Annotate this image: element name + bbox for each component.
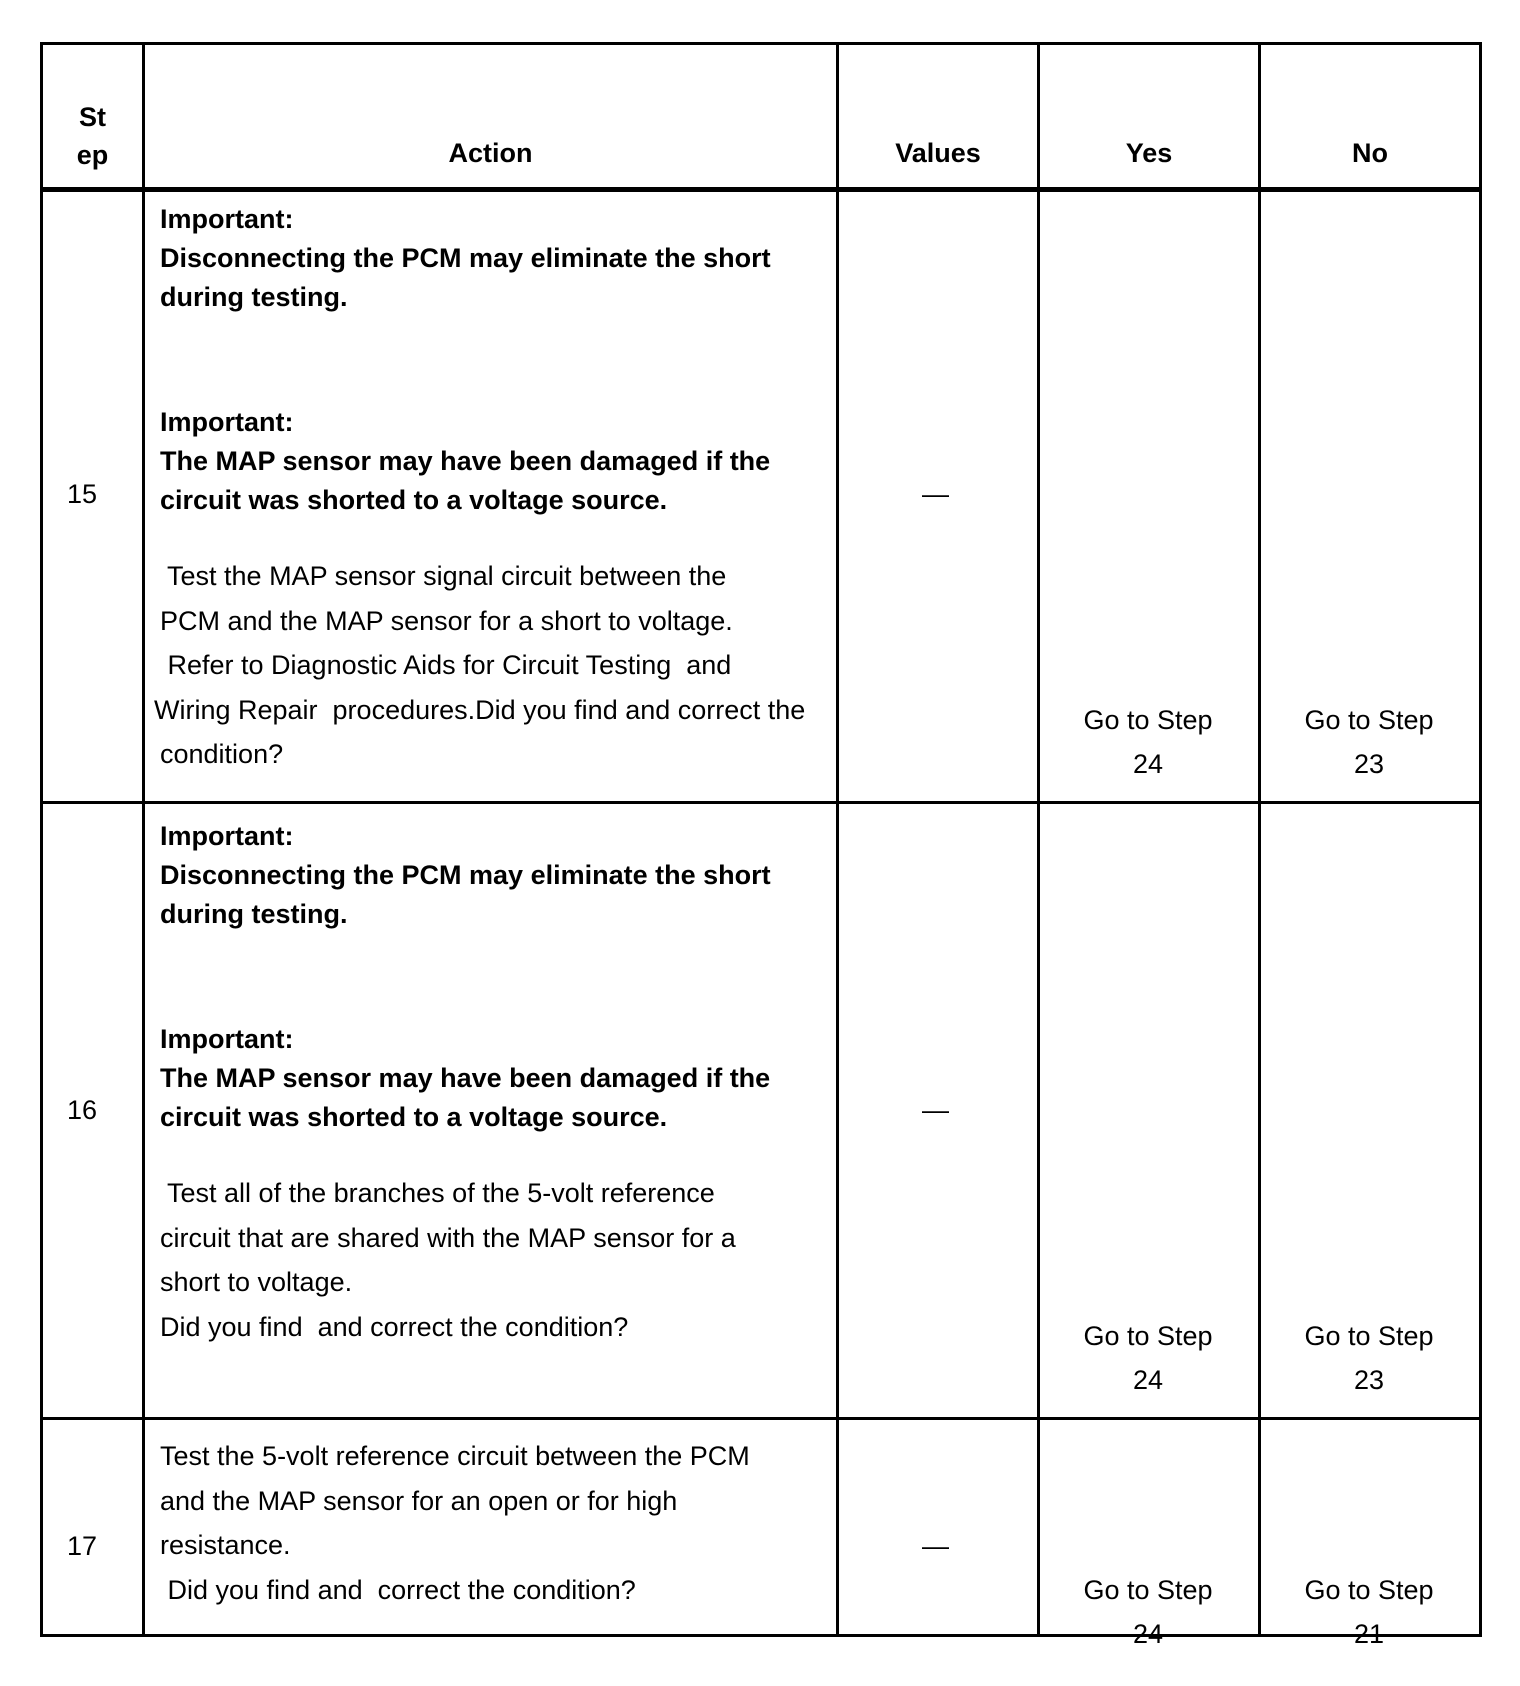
grid-line (40, 1634, 1482, 1637)
diagnostic-table (40, 42, 1482, 1649)
values-cell: — (922, 1095, 949, 1125)
action-text: Did you find and correct the condition? (160, 1574, 636, 1605)
important-text: Disconnecting the PCM may eliminate the short (160, 860, 771, 890)
goto-step-label: Go to Step (1304, 1575, 1434, 1605)
important-text: during testing. (160, 282, 348, 312)
grid-line (40, 42, 1482, 45)
important-text: during testing. (160, 899, 348, 929)
values-cell: — (922, 479, 949, 509)
goto-step-number: 23 (1353, 1365, 1385, 1395)
action-text: Test all of the branches of the 5-volt reference (160, 1178, 715, 1208)
important-text: The MAP sensor may have been damaged if the (160, 1063, 771, 1093)
important-text: The MAP sensor may have been damaged if the (160, 446, 771, 476)
grid-line (40, 801, 1482, 804)
grid-line (1258, 42, 1261, 1637)
action-text: Refer to Diagnostic Aids for Circuit Testing and (160, 650, 732, 680)
action-text: short to voltage. (160, 1267, 353, 1297)
step-number: 15 (67, 479, 98, 509)
no-cell (1269, 698, 1469, 786)
header-step (43, 98, 142, 174)
action-text: Wiring Repair procedures.Did you find and correct the (154, 694, 806, 725)
yes-cell (1048, 1314, 1248, 1402)
action-cell (160, 1434, 830, 1612)
step-number: 16 (67, 1095, 98, 1125)
no-cell (1269, 1568, 1469, 1656)
action-cell (160, 817, 830, 1349)
important-text: circuit was shorted to a voltage source. (160, 485, 668, 515)
action-text: PCM and the MAP sensor for a short to voltage. (160, 605, 733, 636)
goto-step-label: Go to Step (1083, 1321, 1213, 1351)
grid-line (142, 42, 145, 1637)
header-step-line1: St (79, 102, 106, 132)
action-text: Test the 5-volt reference circuit between the PCM (160, 1441, 750, 1471)
action-text: condition? (160, 739, 284, 769)
grid-line (40, 187, 1482, 192)
values-cell: — (922, 1531, 949, 1561)
grid-line (836, 42, 839, 1637)
important-label: Important: (160, 407, 294, 437)
action-text: Test the MAP sensor signal circuit between the (160, 561, 727, 591)
important-text: Disconnecting the PCM may eliminate the short (160, 243, 771, 273)
grid-line (1037, 42, 1040, 1637)
goto-step-number: 24 (1132, 749, 1164, 779)
action-text: Did you find and correct the condition? (160, 1311, 629, 1342)
action-text: resistance. (160, 1530, 291, 1560)
goto-step-number: 23 (1353, 749, 1385, 779)
no-cell (1269, 1314, 1469, 1402)
important-text: circuit was shorted to a voltage source. (160, 1102, 668, 1132)
yes-cell (1048, 698, 1248, 786)
goto-step-label: Go to Step (1304, 705, 1434, 735)
header-action: Action (448, 138, 533, 168)
header-no: No (1352, 138, 1388, 168)
important-label: Important: (160, 204, 294, 234)
goto-step-number: 24 (1132, 1619, 1164, 1649)
grid-line (40, 42, 43, 1637)
header-values: Values (895, 138, 981, 168)
goto-step-label: Go to Step (1304, 1321, 1434, 1351)
action-text: circuit that are shared with the MAP sensor for a (160, 1222, 736, 1253)
important-label: Important: (160, 821, 294, 851)
important-label: Important: (160, 1024, 294, 1054)
action-text: and the MAP sensor for an open or for high (160, 1485, 678, 1516)
goto-step-number: 24 (1132, 1365, 1164, 1395)
goto-step-number: 21 (1353, 1619, 1385, 1649)
grid-line (40, 1417, 1482, 1420)
goto-step-label: Go to Step (1083, 1575, 1213, 1605)
header-yes: Yes (1125, 138, 1173, 168)
action-cell (154, 200, 830, 777)
yes-cell (1048, 1568, 1248, 1656)
header-step-line2: ep (76, 140, 109, 170)
goto-step-label: Go to Step (1083, 705, 1213, 735)
step-number: 17 (67, 1531, 98, 1561)
grid-line (1479, 42, 1482, 1637)
